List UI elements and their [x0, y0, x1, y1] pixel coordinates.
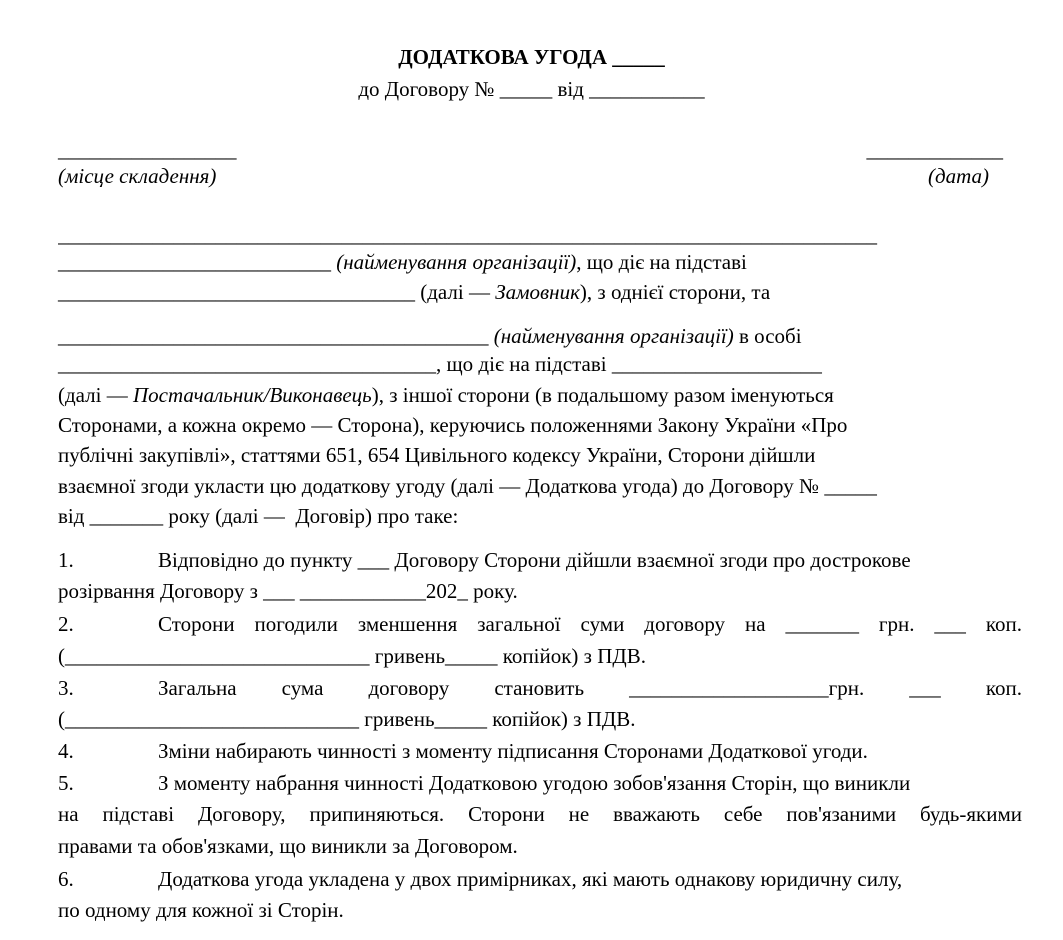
blank-field: ____________________________________ — [58, 352, 436, 376]
preamble-line-2 — [58, 252, 747, 273]
preamble-text: , що діє на підставі — [436, 352, 607, 376]
preamble-line-5 — [58, 354, 822, 375]
preamble-text: (далі — — [58, 383, 133, 407]
item-1-line-2: розірвання Договору з ___ ____________202_ року. — [58, 579, 518, 603]
item-2-line-2: (_____________________________ гривень_____ копійок) з ПДВ. — [58, 644, 646, 668]
date-line: _____________ — [866, 138, 1003, 162]
preamble-text: ), з однієї сторони, та — [579, 280, 771, 304]
supplier-term: Постачальник/Виконавець — [133, 383, 372, 407]
blank-field: __________________________ — [58, 250, 331, 274]
preamble-line-1: ______________________________________________________________________________ — [58, 225, 877, 246]
item-number: 1. — [58, 548, 74, 572]
customer-term: Замовник — [495, 280, 580, 304]
preamble-line-8: публічні закупівлі», статтями 651, 654 Цивільного кодексу України, Сторони дійшли — [58, 443, 816, 467]
date-label: (дата) — [927, 164, 989, 188]
preamble-text: в особі — [733, 324, 802, 348]
preamble-line-7: Сторонами, а кожна окремо — Сторона), керуючись положеннями Закону України «Про — [58, 413, 848, 437]
item-2-line-1: Сторони погодили зменшення загальної суми договору на _______ грн. ___ коп. — [158, 612, 1022, 636]
item-3-line-1: Загальна сума договору становить ___________________грн. ___ коп. — [158, 676, 1022, 700]
document-subtitle: до Договору № _____ від ___________ — [358, 77, 705, 101]
item-5-line-1: З моменту набрання чинності Додатковою угодою зобов'язання Сторін, що виникли — [158, 771, 911, 795]
item-number: 6. — [58, 867, 74, 891]
preamble-text: (далі — — [420, 280, 496, 304]
place-label: (місце складення) — [58, 164, 217, 188]
item-number: 4. — [58, 739, 74, 763]
preamble-line-3 — [58, 282, 770, 303]
org-name-hint: (найменування організації) — [493, 324, 734, 348]
item-5-line-3: правами та обов'язками, що виникли за Договором. — [58, 834, 518, 858]
place-line: _________________ — [58, 138, 237, 162]
preamble-line-6 — [58, 385, 834, 406]
item-number: 2. — [58, 612, 74, 636]
item-1-line-1: Відповідно до пункту ___ Договору Сторони дійшли взаємної згоди про дострокове — [158, 548, 911, 572]
item-4-line-1: Зміни набирають чинності з моменту підписання Сторонами Додаткової угоди. — [158, 739, 868, 763]
preamble-text: , що діє на підставі — [576, 250, 747, 274]
item-number: 3. — [58, 676, 74, 700]
item-6-line-1: Додаткова угода укладена у двох примірниках, які мають однакову юридичну силу, — [158, 867, 903, 891]
item-6-line-2: по одному для кожної зі Сторін. — [58, 898, 344, 922]
item-5-line-2: на підставі Договору, припиняються. Сторони не вважають себе пов'язаними будь-якими — [58, 802, 1022, 826]
item-3-line-2: (____________________________ гривень_____ копійок) з ПДВ. — [58, 707, 636, 731]
preamble-line-4 — [58, 326, 802, 347]
preamble-line-10: від _______ року (далі — Договір) про таке: — [58, 504, 459, 528]
document-title: ДОДАТКОВА УГОДА _____ — [398, 45, 665, 69]
preamble-line-9: взаємної згоди укласти цю додаткову угоду (далі — Додаткова угода) до Договору № _____ — [58, 474, 877, 498]
blank-field: __________________________________ — [58, 280, 415, 304]
blank-field: ____________________ — [611, 352, 822, 376]
blank-field: _________________________________________ — [58, 324, 489, 348]
preamble-text: ), з іншої сторони (в подальшому разом іменуються — [371, 383, 834, 407]
org-name-hint: (найменування організації) — [336, 250, 577, 274]
item-number: 5. — [58, 771, 74, 795]
